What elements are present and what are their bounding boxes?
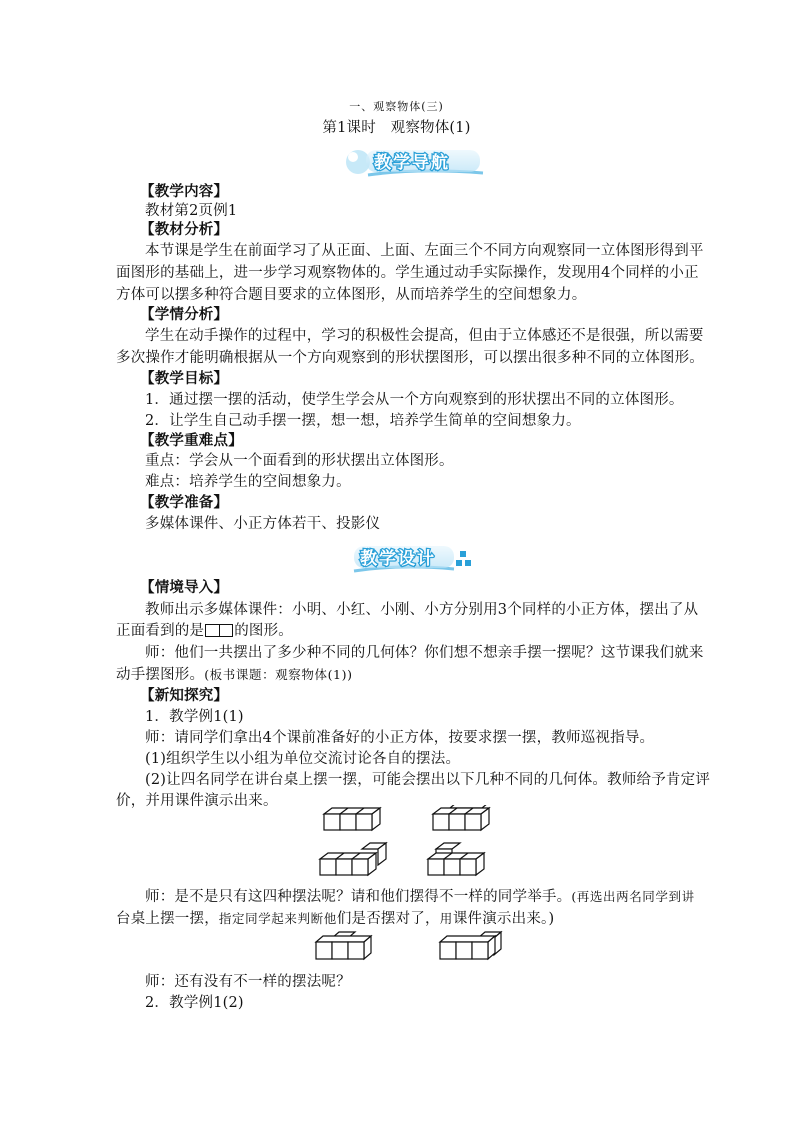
- step-1: (1)组织学生以小组为单位交流讨论各自的摆法。: [145, 751, 461, 767]
- question-2-note-3: 用: [439, 911, 453, 926]
- step-2-line-1: (2)让四名同学在讲台桌上摆一摆，可能会摆出以下几种不同的几何体。教师给予肯定评: [145, 772, 711, 788]
- intro-heading: 【情境导入】: [140, 579, 229, 596]
- unit-title: 一、观察物体(三): [349, 100, 444, 113]
- goal-2: 2．让学生自己动手摆一摆，想一想，培养学生简单的空间想象力。: [145, 413, 581, 429]
- question-2-note: (再选出两名同学到讲: [571, 889, 695, 904]
- cube-arrangements-figure: [318, 805, 508, 885]
- intro-line-2-b: 的图形。: [234, 623, 294, 639]
- key-point: 重点：学会从一个面看到的形状摆出立体图形。: [145, 453, 454, 469]
- prep-heading: 【教学准备】: [140, 494, 229, 511]
- question-2-line-1-a: 师：是不是只有这四种摆法呢？请和他们摆得不一样的同学举手。: [145, 889, 572, 905]
- example-1-heading: 1．教学例1(1): [145, 709, 244, 725]
- intro-line-2-a: 正面看到的是: [116, 623, 205, 639]
- teacher-question-line-2: [116, 665, 353, 685]
- analysis-heading: 【教材分析】: [140, 221, 229, 238]
- banner-guide-text: 教学导航: [374, 153, 450, 173]
- content-heading: 【教学内容】: [140, 183, 229, 200]
- teacher-question-line-2-a: 动手摆图形。: [116, 667, 205, 683]
- lesson-title: 第1课时 观察物体(1): [322, 120, 471, 136]
- question-2-line-2-a: 台桌上摆一摆，: [116, 911, 219, 927]
- teaching-guide-banner: [338, 142, 488, 182]
- teacher-question-line-1: 师：他们一共摆出了多少种不同的几何体？你们想不想亲手摆一摆呢？这节课我们就来: [145, 645, 704, 661]
- step-2-line-2: 价，并用课件演示出来。: [116, 793, 278, 809]
- prep-text: 多媒体课件、小正方体若干、投影仪: [145, 516, 381, 532]
- goal-1: 1．通过摆一摆的活动，使学生学会从一个方向观察到的形状摆出不同的立体图形。: [145, 392, 684, 408]
- question-2-line-2: [116, 909, 554, 929]
- cube-group-6: [440, 932, 501, 959]
- two-squares-icon: [205, 624, 233, 637]
- cube-group-1: [324, 808, 380, 830]
- example-2-heading: 2．教学例1(2): [145, 995, 244, 1011]
- intro-line-2: [116, 621, 293, 641]
- cube-group-2: [433, 805, 489, 830]
- question-2-line-1: [145, 887, 695, 907]
- goals-heading: 【教学目标】: [140, 370, 229, 387]
- student-line-2: 多次操作才能明确根据从一个方向观察到的形状摆图形，可以摆出很多种不同的立体图形。: [116, 350, 704, 366]
- banner-design-text: 教学设计: [360, 549, 436, 569]
- key-heading: 【教学重难点】: [140, 432, 243, 449]
- student-line-1: 学生在动手操作的过程中，学习的积极性会提高，但由于立体感还不是很强，所以需要: [145, 328, 704, 344]
- cube-group-3: [320, 843, 386, 875]
- extra-cube-arrangements-figure: [312, 930, 522, 970]
- student-heading: 【学情分析】: [140, 306, 229, 323]
- question-3: 师：还有没有不一样的摆法呢？: [145, 974, 351, 990]
- question-2-note-2: 指定同学起来判断他: [218, 911, 337, 926]
- analysis-line-3: 方体可以摆多种符合题目要求的立体图形，从而培养学生的空间想象力。: [116, 287, 587, 303]
- example-1-line: 师：请同学们拿出4个课前准备好的小正方体，按要求摆一摆，教师巡视指导。: [145, 730, 655, 746]
- intro-line-1: 教师出示多媒体课件：小明、小红、小刚、小方分别用3个同样的小正方体，摆出了从: [145, 602, 699, 618]
- cube-group-4: [428, 843, 484, 875]
- content-text: 教材第2页例1: [145, 203, 238, 219]
- square-icon: [460, 551, 466, 557]
- explore-heading: 【新知探究】: [140, 687, 229, 704]
- analysis-line-1: 本节课是学生在前面学习了从正面、上面、左面三个不同方向观察同一立体图形得到平: [145, 243, 704, 259]
- question-2-line-2-c: 课件演示出来。): [452, 911, 555, 927]
- square-icon: [456, 560, 462, 566]
- square-icon: [465, 560, 471, 566]
- teaching-design-banner: [350, 539, 480, 577]
- cube-group-5: [316, 932, 371, 959]
- question-2-line-2-b: 们是否摆对了，: [336, 911, 440, 927]
- board-title-note: (板书课题：观察物体(1)): [204, 667, 353, 682]
- difficulty-point: 难点：培养学生的空间想象力。: [145, 474, 351, 490]
- analysis-line-2: 面图形的基础上，进一步学习观察物体的。学生通过动手实际操作，发现用4个同样的小正: [116, 265, 699, 281]
